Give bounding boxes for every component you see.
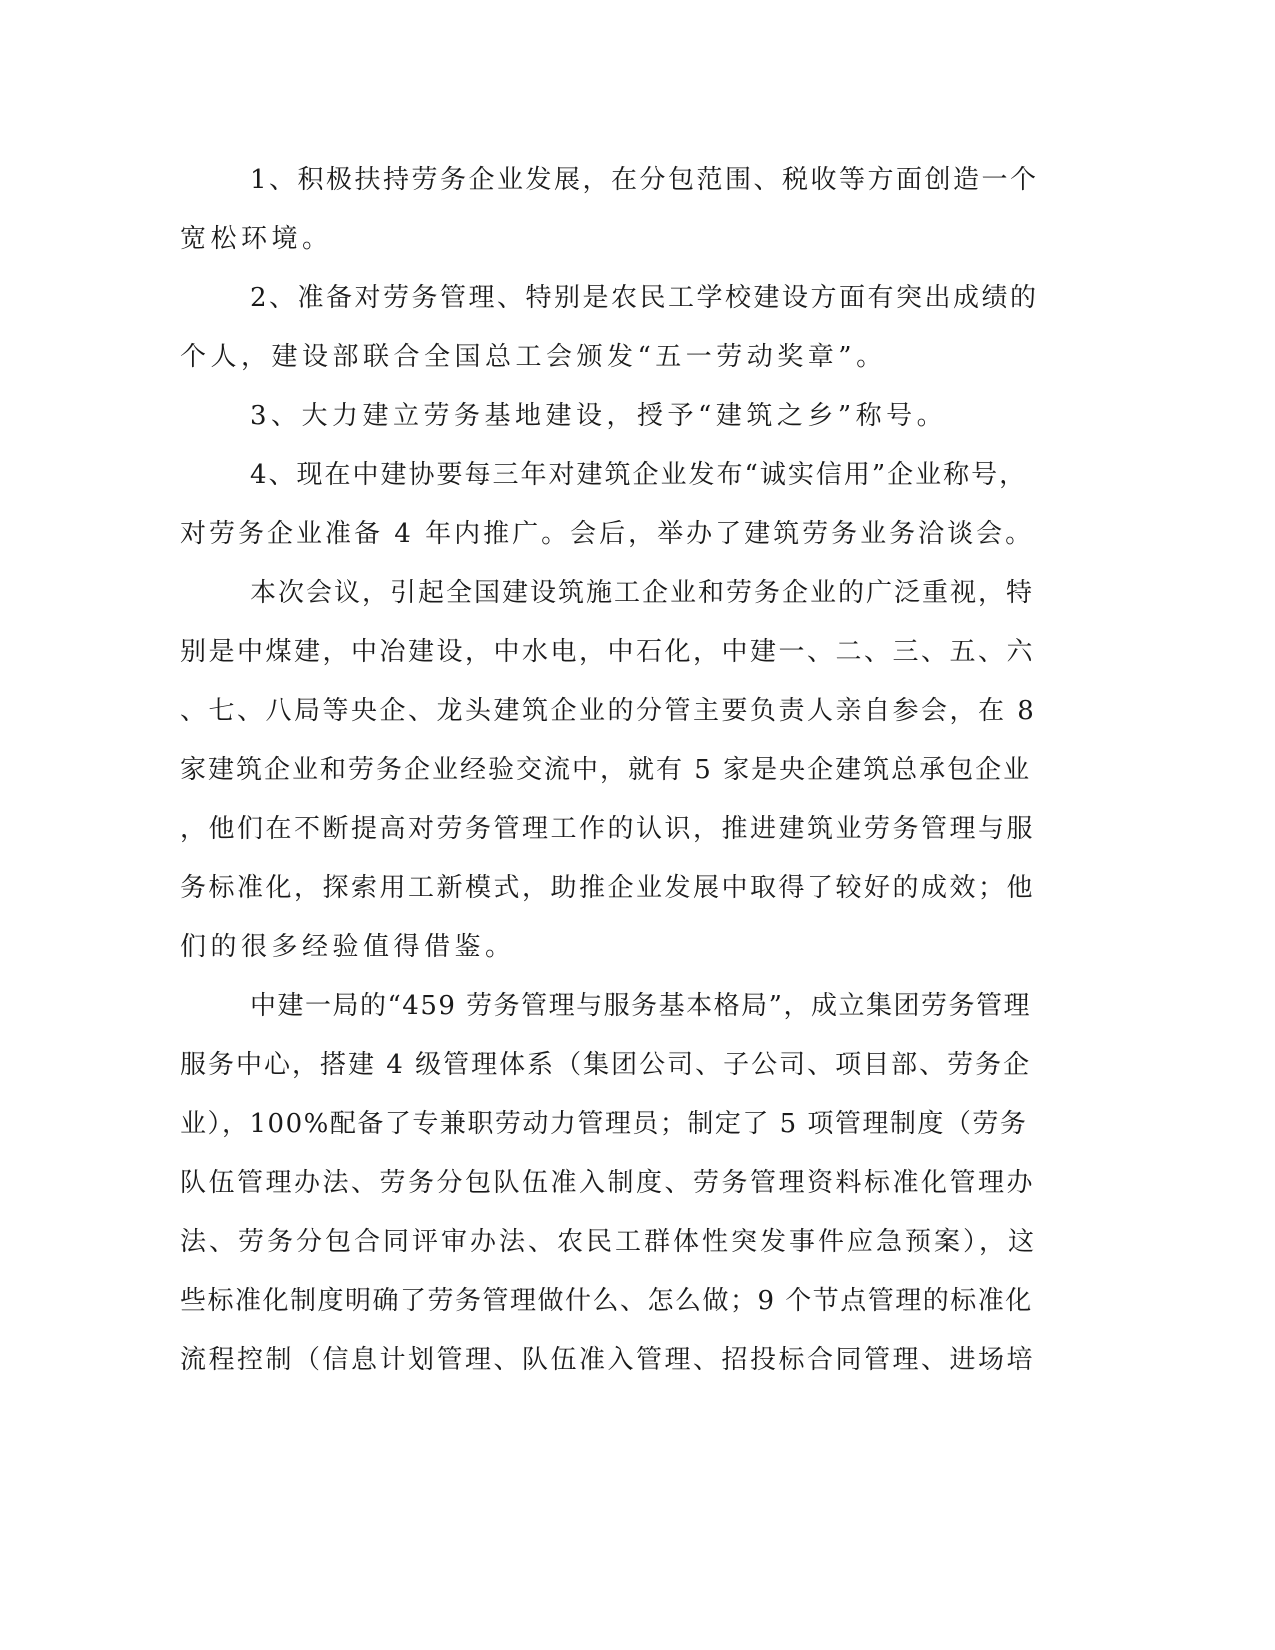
text-line: 3、大力建立劳务基地建设，授予“建筑之乡”称号。 bbox=[250, 401, 948, 431]
text-line: 个人，建设部联合全国总工会颁发“五一劳动奖章”。 bbox=[180, 342, 887, 372]
text-line: ，他们在不断提高对劳务管理工作的认识，推进建筑业劳务管理与服 bbox=[180, 814, 1036, 844]
text-line: 业），100%配备了专兼职劳动力管理员；制定了 5 项管理制度（劳务 bbox=[180, 1109, 1028, 1139]
text-line: 服务中心，搭建 4 级管理体系（集团公司、子公司、项目部、劳务企 bbox=[180, 1050, 1032, 1080]
text-line: 务标准化，探索用工新模式，助推企业发展中取得了较好的成效；他 bbox=[180, 873, 1036, 903]
text-line: 2、准备对劳务管理、特别是农民工学校建设方面有突出成绩的 bbox=[250, 283, 1039, 313]
text-line: 对劳务企业准备 4 年内推广。会后，举办了建筑劳务业务洽谈会。 bbox=[180, 519, 1035, 549]
text-line: 法、劳务分包合同评审办法、农民工群体性突发事件应急预案），这 bbox=[180, 1227, 1038, 1257]
text-line: 些标准化制度明确了劳务管理做什么、怎么做；9 个节点管理的标准化 bbox=[180, 1286, 1033, 1316]
text-line: 队伍管理办法、劳务分包队伍准入制度、劳务管理资料标准化管理办 bbox=[180, 1168, 1036, 1198]
text-line: 宽松环境。 bbox=[180, 224, 333, 254]
text-line: 、七、八局等央企、龙头建筑企业的分管主要负责人亲自参会，在 8 bbox=[180, 696, 1037, 726]
text-line: 1、积极扶持劳务企业发展，在分包范围、税收等方面创造一个 bbox=[250, 165, 1039, 195]
text-line: 家建筑企业和劳务企业经验交流中，就有 5 家是央企建筑总承包企业 bbox=[180, 755, 1032, 785]
text-line: 们的很多经验值得借鉴。 bbox=[180, 932, 516, 962]
text-line: 4、现在中建协要每三年对建筑企业发布“诚实信用”企业称号， bbox=[250, 460, 1028, 490]
text-line: 流程控制（信息计划管理、队伍准入管理、招投标合同管理、进场培 bbox=[180, 1345, 1036, 1375]
text-line: 中建一局的“459 劳务管理与服务基本格局”，成立集团劳务管理 bbox=[250, 991, 1031, 1021]
text-line: 本次会议，引起全国建设筑施工企业和劳务企业的广泛重视，特 bbox=[250, 578, 1035, 608]
text-line: 别是中煤建，中冶建设，中水电，中石化，中建一、二、三、五、六 bbox=[180, 637, 1036, 667]
